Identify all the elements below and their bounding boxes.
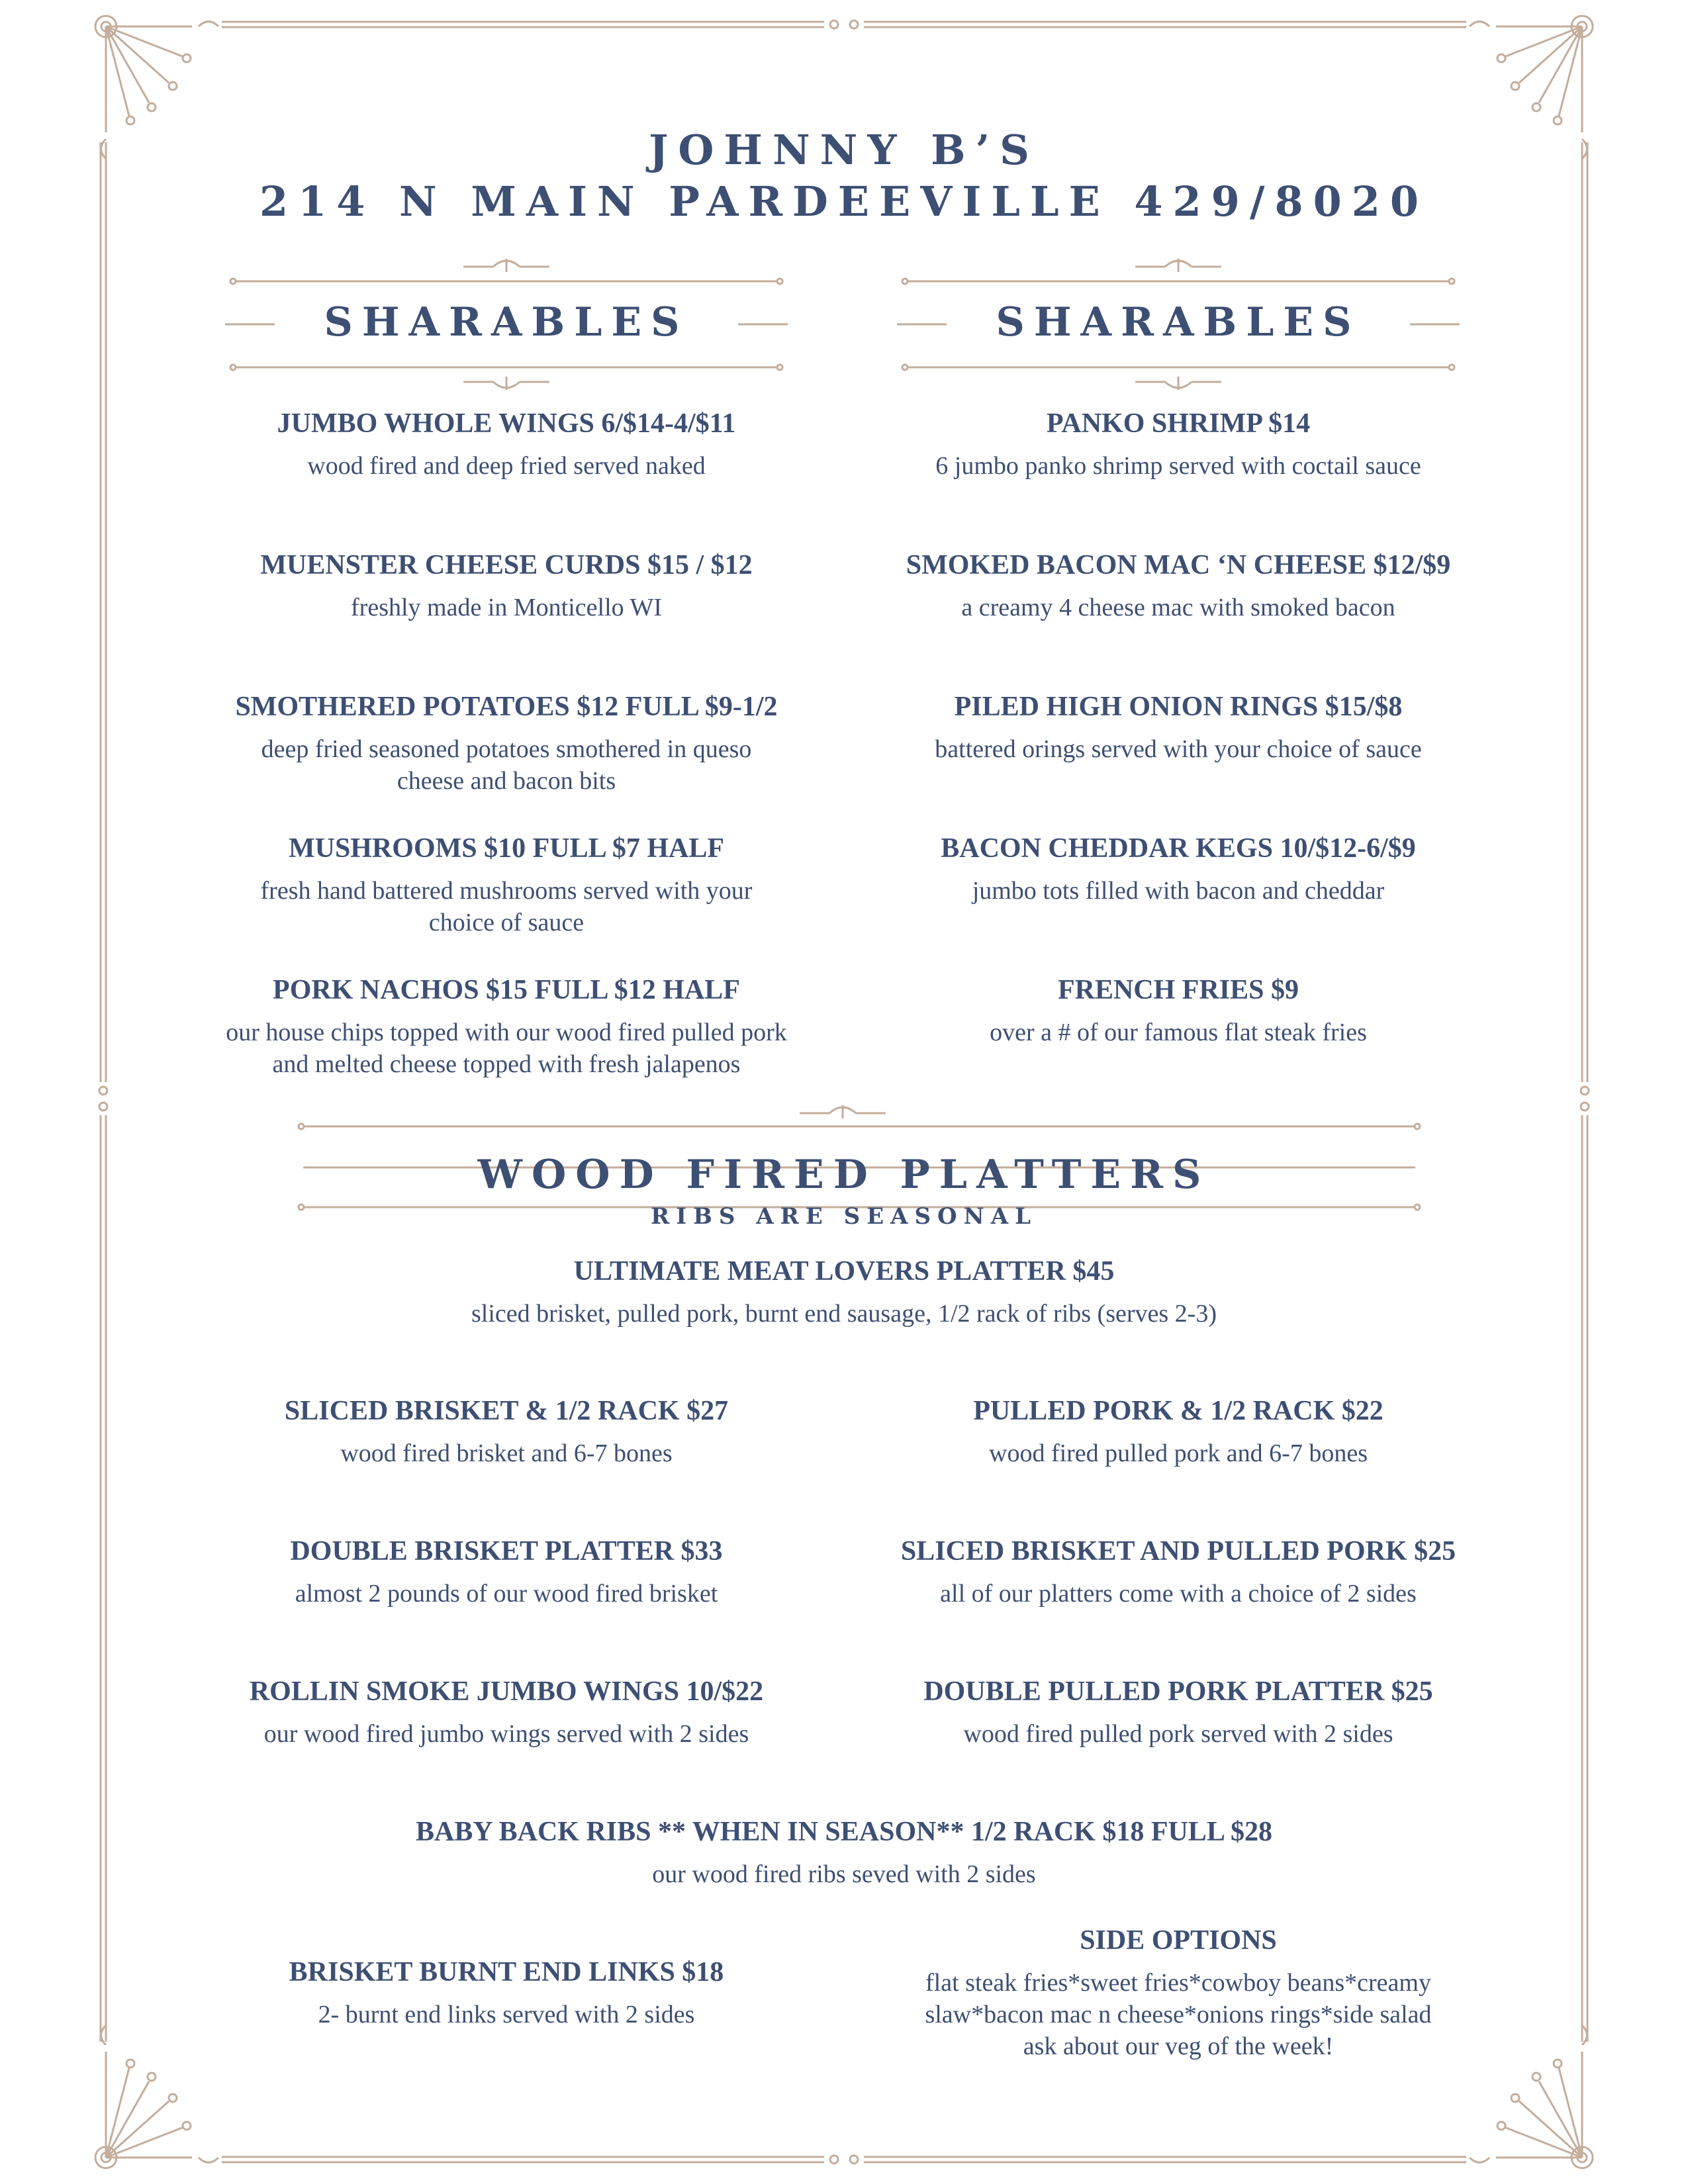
- item-name: SLICED BRISKET AND PULLED PORK $25: [900, 1536, 1456, 1567]
- item-desc: our wood fired jumbo wings served with 2 sides: [263, 1720, 749, 1748]
- item-name: BRISKET BURNT END LINKS $18: [289, 1957, 724, 1987]
- item-desc: deep fried seasoned potatoes smothered in queso cheese and bacon bits: [261, 735, 752, 795]
- item-desc: a creamy 4 cheese mac with smoked bacon: [961, 594, 1395, 621]
- item-name: PULLED PORK & 1/2 RACK $22: [973, 1396, 1383, 1426]
- platters-title: WOOD FIRED PLATTERS: [477, 1152, 1211, 1198]
- side-options-title: SIDE OPTIONS: [1080, 1925, 1277, 1956]
- menu-item: [890, 1673, 1466, 1750]
- item-name: ROLLIN SMOKE JUMBO WINGS 10/$22: [249, 1676, 764, 1707]
- menu-item: [235, 830, 778, 938]
- item-desc: 2- burnt end links served with 2 sides: [318, 2001, 695, 2028]
- item-desc: over a # of our famous flat steak fries: [990, 1019, 1367, 1046]
- menu-item: [890, 1392, 1466, 1469]
- item-name: SLICED BRISKET & 1/2 RACK $27: [284, 1396, 729, 1426]
- item-name: SMOKED BACON MAC ‘N CHEESE $12/$9: [906, 550, 1451, 580]
- item-desc: jumbo tots filled with bacon and cheddar: [972, 877, 1385, 905]
- menu-item: [235, 688, 778, 797]
- item-desc: 6 jumbo panko shrimp served with coctail sauce: [935, 452, 1421, 480]
- item-desc: wood fired pulled pork served with 2 sides: [963, 1720, 1393, 1748]
- menu-item: [218, 1392, 794, 1469]
- menu-item: [218, 547, 794, 623]
- item-name: DOUBLE BRISKET PLATTER $33: [290, 1536, 723, 1567]
- item-name: PORK NACHOS $15 FULL $12 HALF: [273, 975, 740, 1005]
- item-desc: fresh hand battered mushrooms served with your choice of sauce: [260, 877, 753, 936]
- restaurant-address: 214 N MAIN PARDEEVILLE 429/8020: [259, 177, 1429, 226]
- item-name: JUMBO WHOLE WINGS 6/$14-4/$11: [277, 408, 736, 439]
- sharables-right-title: SHARABLES: [996, 299, 1361, 345]
- item-desc: wood fired pulled pork and 6-7 bones: [989, 1439, 1368, 1467]
- item-name: DOUBLE PULLED PORK PLATTER $25: [923, 1676, 1433, 1707]
- item-name: BABY BACK RIBS ** WHEN IN SEASON** 1/2 RACK $18 FULL $28: [415, 1817, 1273, 1847]
- menu-item-featured: [248, 1253, 1440, 1330]
- menu-item: [890, 972, 1466, 1048]
- item-name: MUSHROOMS $10 FULL $7 HALF: [288, 833, 725, 864]
- menu-item: [218, 1954, 794, 2030]
- item-desc: wood fired brisket and 6-7 bones: [340, 1439, 673, 1467]
- menu-item: [218, 1533, 794, 1610]
- item-name: MUENSTER CHEESE CURDS $15 / $12: [260, 550, 753, 580]
- menu-item: [218, 1673, 794, 1750]
- menu-item: [890, 830, 1466, 907]
- item-name: ULTIMATE MEAT LOVERS PLATTER $45: [573, 1256, 1115, 1287]
- item-desc: our wood fired ribs seved with 2 sides: [652, 1860, 1036, 1888]
- item-desc: all of our platters come with a choice of 2 sides: [940, 1580, 1417, 1608]
- sharables-left-title: SHARABLES: [324, 299, 689, 345]
- side-options: [914, 1922, 1443, 2062]
- menu-item: [890, 1533, 1466, 1610]
- restaurant-name: JOHNNY B’S: [649, 126, 1039, 174]
- item-name: FRENCH FRIES $9: [1057, 975, 1299, 1005]
- side-options-list: flat steak fries*sweet fries*cowboy beans*creamy slaw*bacon mac n cheese*onions rings*side salad ask about our veg of the week!: [925, 1969, 1432, 2060]
- item-desc: wood fired and deep fried served naked: [307, 452, 706, 480]
- menu-item: [218, 405, 794, 482]
- item-name: BACON CHEDDAR KEGS 10/$12-6/$9: [941, 833, 1416, 864]
- item-name: SMOTHERED POTATOES $12 FULL $9-1/2: [235, 692, 778, 722]
- menu-item: [890, 688, 1466, 765]
- item-desc: sliced brisket, pulled pork, burnt end sausage, 1/2 rack of ribs (serves 2-3): [471, 1300, 1217, 1328]
- item-desc: freshly made in Monticello WI: [351, 594, 662, 621]
- menu-item: [890, 405, 1466, 482]
- menu-item: [218, 972, 794, 1080]
- item-desc: almost 2 pounds of our wood fired brisket: [295, 1580, 718, 1608]
- item-name: PANKO SHRIMP $14: [1046, 408, 1311, 439]
- item-desc: battered orings served with your choice of sauce: [935, 735, 1422, 763]
- menu-item: [890, 547, 1466, 623]
- menu-item-ribs: [248, 1813, 1440, 1890]
- item-desc: our house chips topped with our wood fired pulled pork and melted cheese topped with fresh jalapenos: [226, 1019, 787, 1078]
- item-name: PILED HIGH ONION RINGS $15/$8: [954, 692, 1403, 722]
- platters-subtitle: RIBS ARE SEASONAL: [650, 1203, 1038, 1230]
